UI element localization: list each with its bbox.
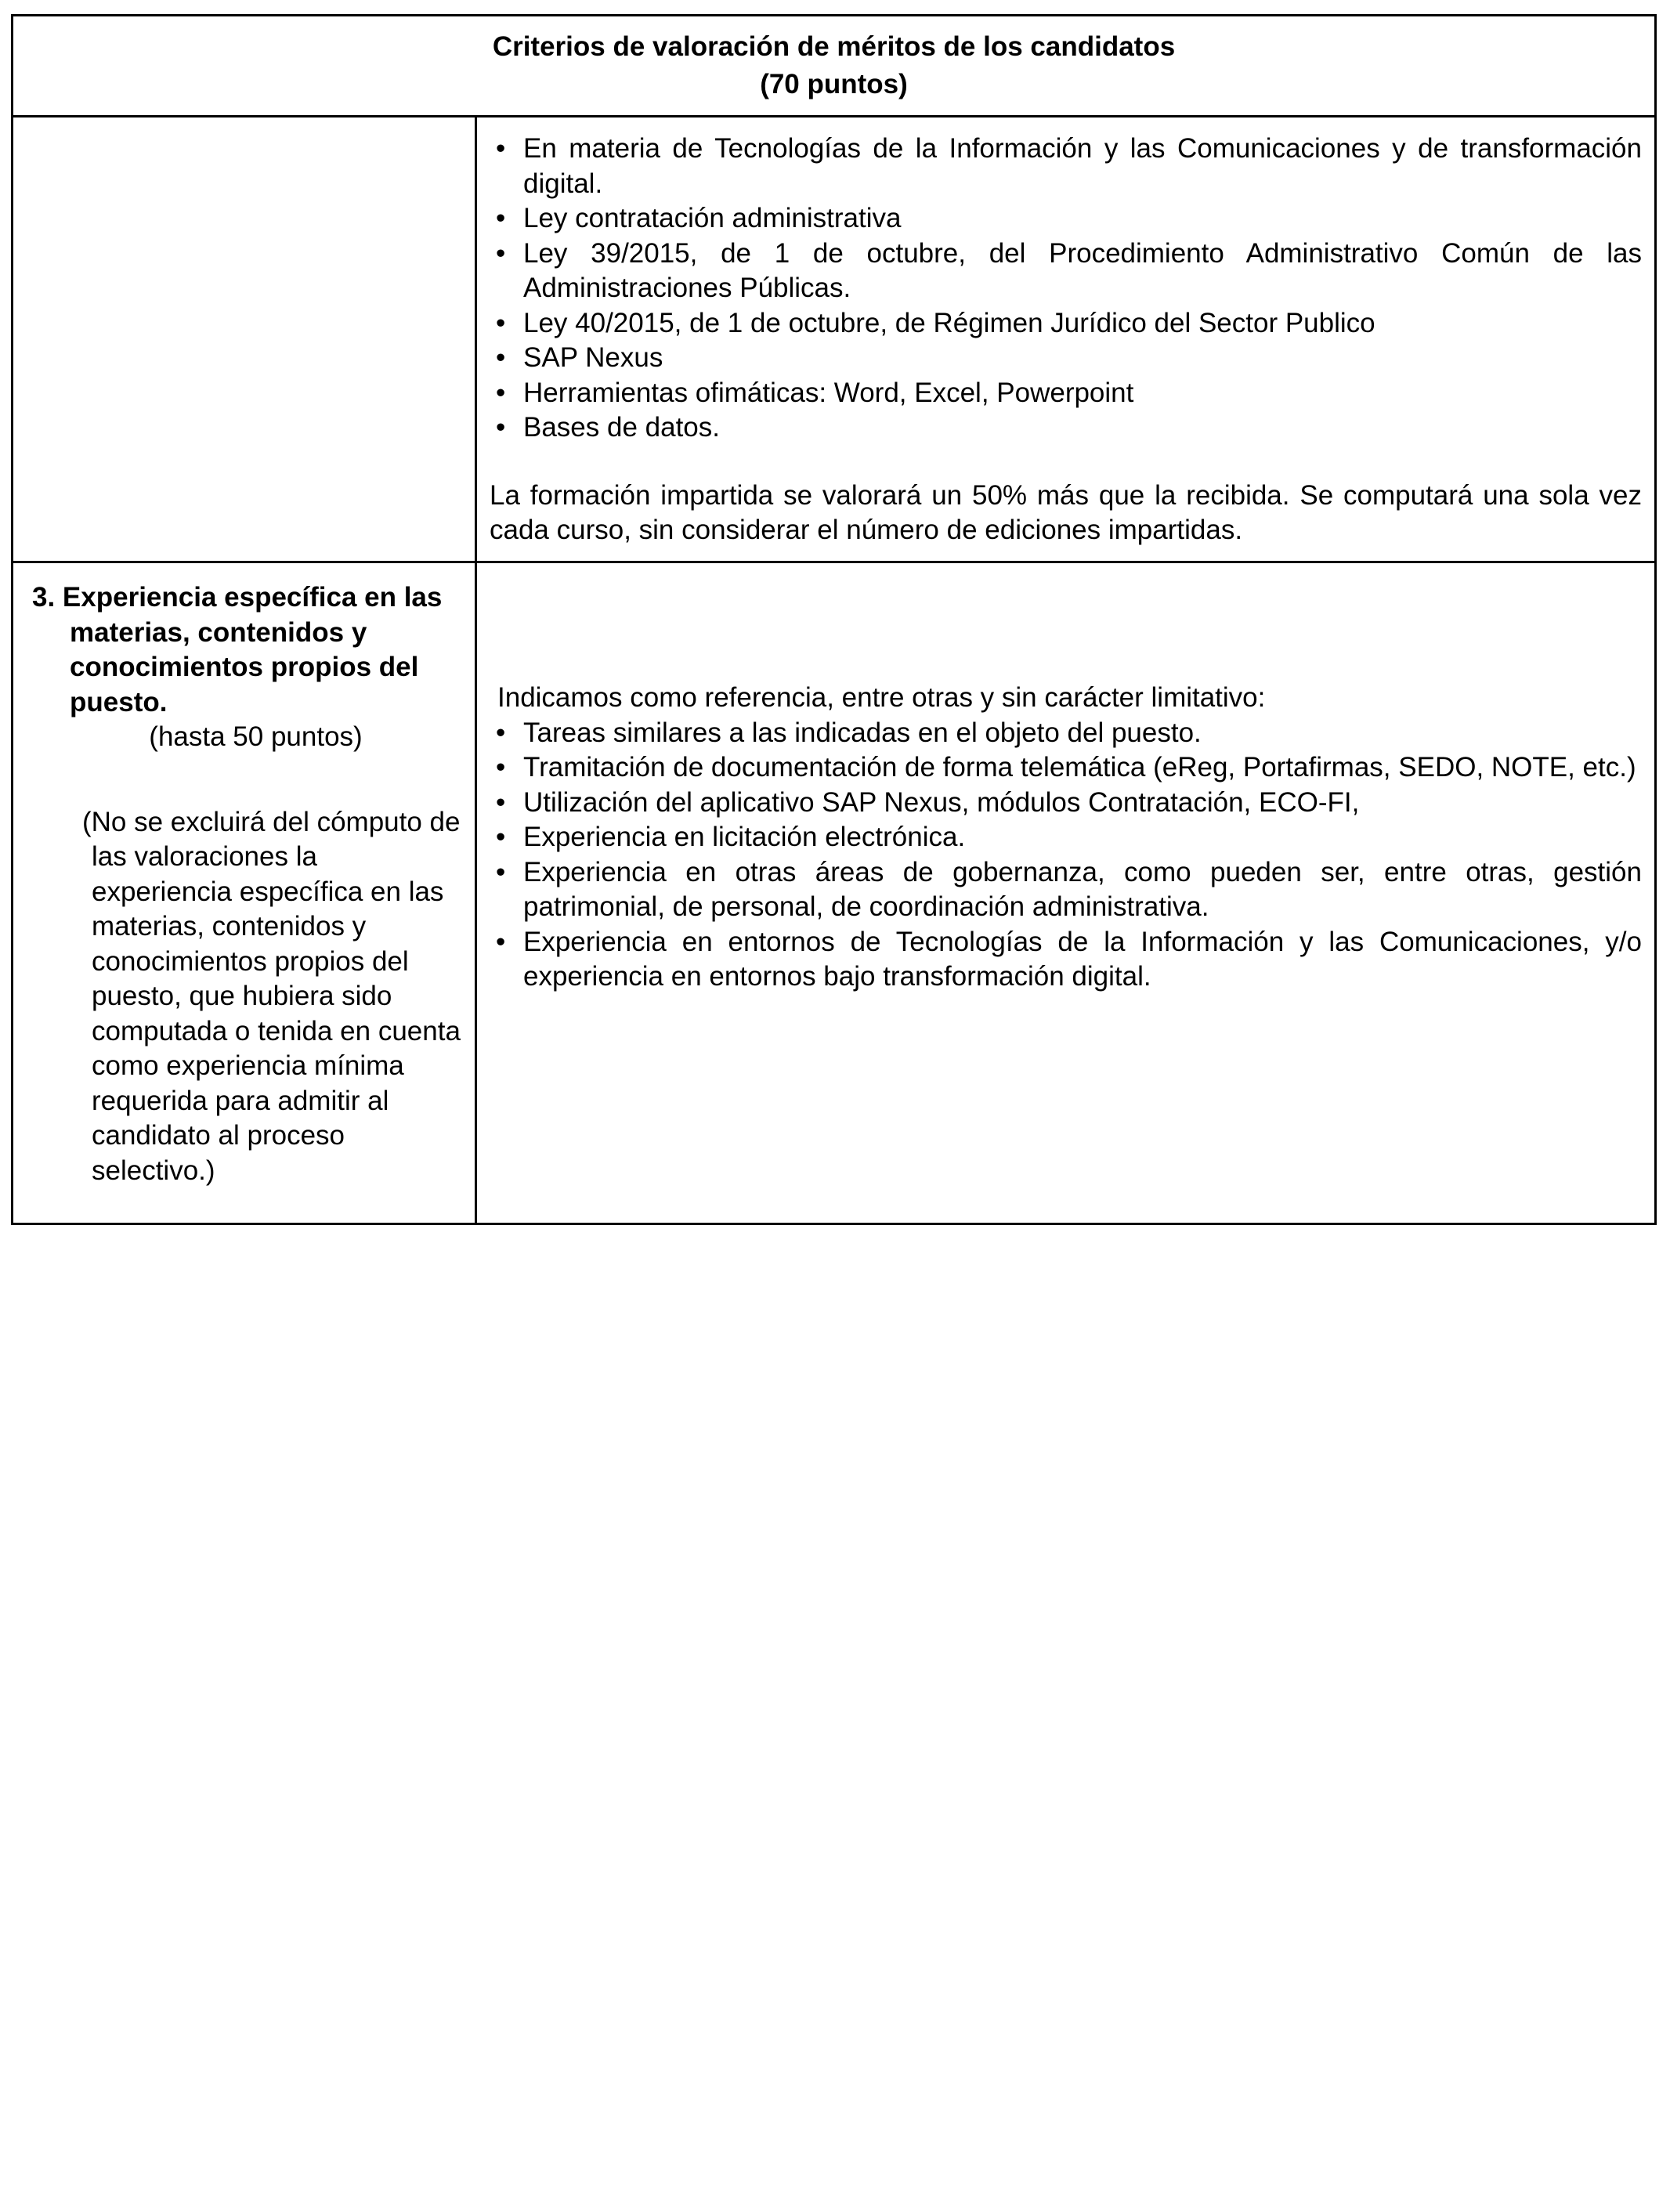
list-item: • Herramientas ofimáticas: Word, Excel, Powerpoint (490, 376, 1642, 411)
table-subtitle: (70 puntos) (760, 69, 908, 99)
bullet-icon: • (496, 237, 506, 269)
list-item: • Tareas similares a las indicadas en el objeto del puesto. (490, 716, 1642, 751)
table-header-cell (13, 16, 1656, 117)
bullet-icon: • (496, 822, 506, 852)
section-points: (hasta 50 puntos) (149, 721, 363, 752)
bullet-icon: • (496, 926, 506, 957)
list-item: • SAP Nexus (490, 341, 1642, 376)
bullet-icon: • (496, 786, 506, 818)
bullet-icon: • (496, 203, 506, 233)
list-item: • Ley 40/2015, de 1 de octubre, de Régimen Jurídico del Sector Publico (490, 306, 1642, 342)
row2-left-cell (13, 562, 476, 1224)
list-item: • En materia de Tecnologías de la Información y las Comunicaciones y de transformación digital. (496, 133, 1642, 199)
list-item: • Experiencia en licitación electrónica. (490, 820, 1642, 855)
table-header-row (13, 16, 1656, 117)
experience-intro: Indicamos como referencia, entre otras y sin carácter limitativo: (497, 682, 1266, 713)
row1-left-cell (13, 117, 476, 562)
bullet-icon: • (496, 717, 506, 748)
row2-right-cell (476, 562, 1656, 1224)
bullet-icon: • (496, 752, 506, 783)
bullet-icon: • (496, 307, 506, 338)
table-row (13, 562, 1656, 1224)
list-item: • Tramitación de documentación de forma telemática (eReg, Portafirmas, SEDO, NOTE, etc.) (490, 750, 1642, 786)
training-list (490, 132, 1642, 446)
bullet-icon: • (496, 412, 506, 443)
list-item: • Ley contratación administrativa (490, 201, 1642, 237)
training-note: La formación impartida se valorará un 50% más que la recibida. Se computará una sola vez cada curso, sin considerar el número de ediciones impartidas. (490, 479, 1642, 545)
bullet-icon: • (496, 342, 506, 373)
list-item: • Experiencia en otras áreas de gobernanza, como pueden ser, entre otras, gestión patrimonial, de personal, de coordinación administrativa. (496, 856, 1642, 922)
table-row (13, 117, 1656, 562)
table-title: Criterios de valoración de méritos de los candidatos (492, 31, 1176, 62)
list-item: • Bases de datos. (490, 410, 1642, 446)
list-item: • Experiencia en entornos de Tecnologías de la Información y las Comunicaciones, y/o experiencia en entornos bajo transformación digital. (496, 926, 1642, 992)
experience-list (490, 716, 1642, 995)
bullet-icon: • (496, 377, 506, 408)
row1-right-cell (476, 117, 1656, 562)
bullet-icon: • (496, 133, 506, 164)
bullet-icon: • (496, 856, 506, 887)
section-title: 3. Experiencia específica en las materias, contenidos y conocimientos propios del puesto. (32, 582, 443, 717)
list-item: • Utilización del aplicativo SAP Nexus, módulos Contratación, ECO-FI, (490, 786, 1642, 821)
criteria-table (11, 14, 1657, 1225)
section-note: (No se excluirá del cómputo de las valoraciones la experiencia específica en las materias, contenidos y conocimientos propios del puesto, que hubiera sido computada o tenida en cuenta como experiencia mínima requerida para admitir al candidato al proceso selectivo.) (82, 806, 461, 1186)
list-item: • Ley 39/2015, de 1 de octubre, del Procedimiento Administrativo Común de las Administraciones Públicas. (496, 237, 1642, 303)
